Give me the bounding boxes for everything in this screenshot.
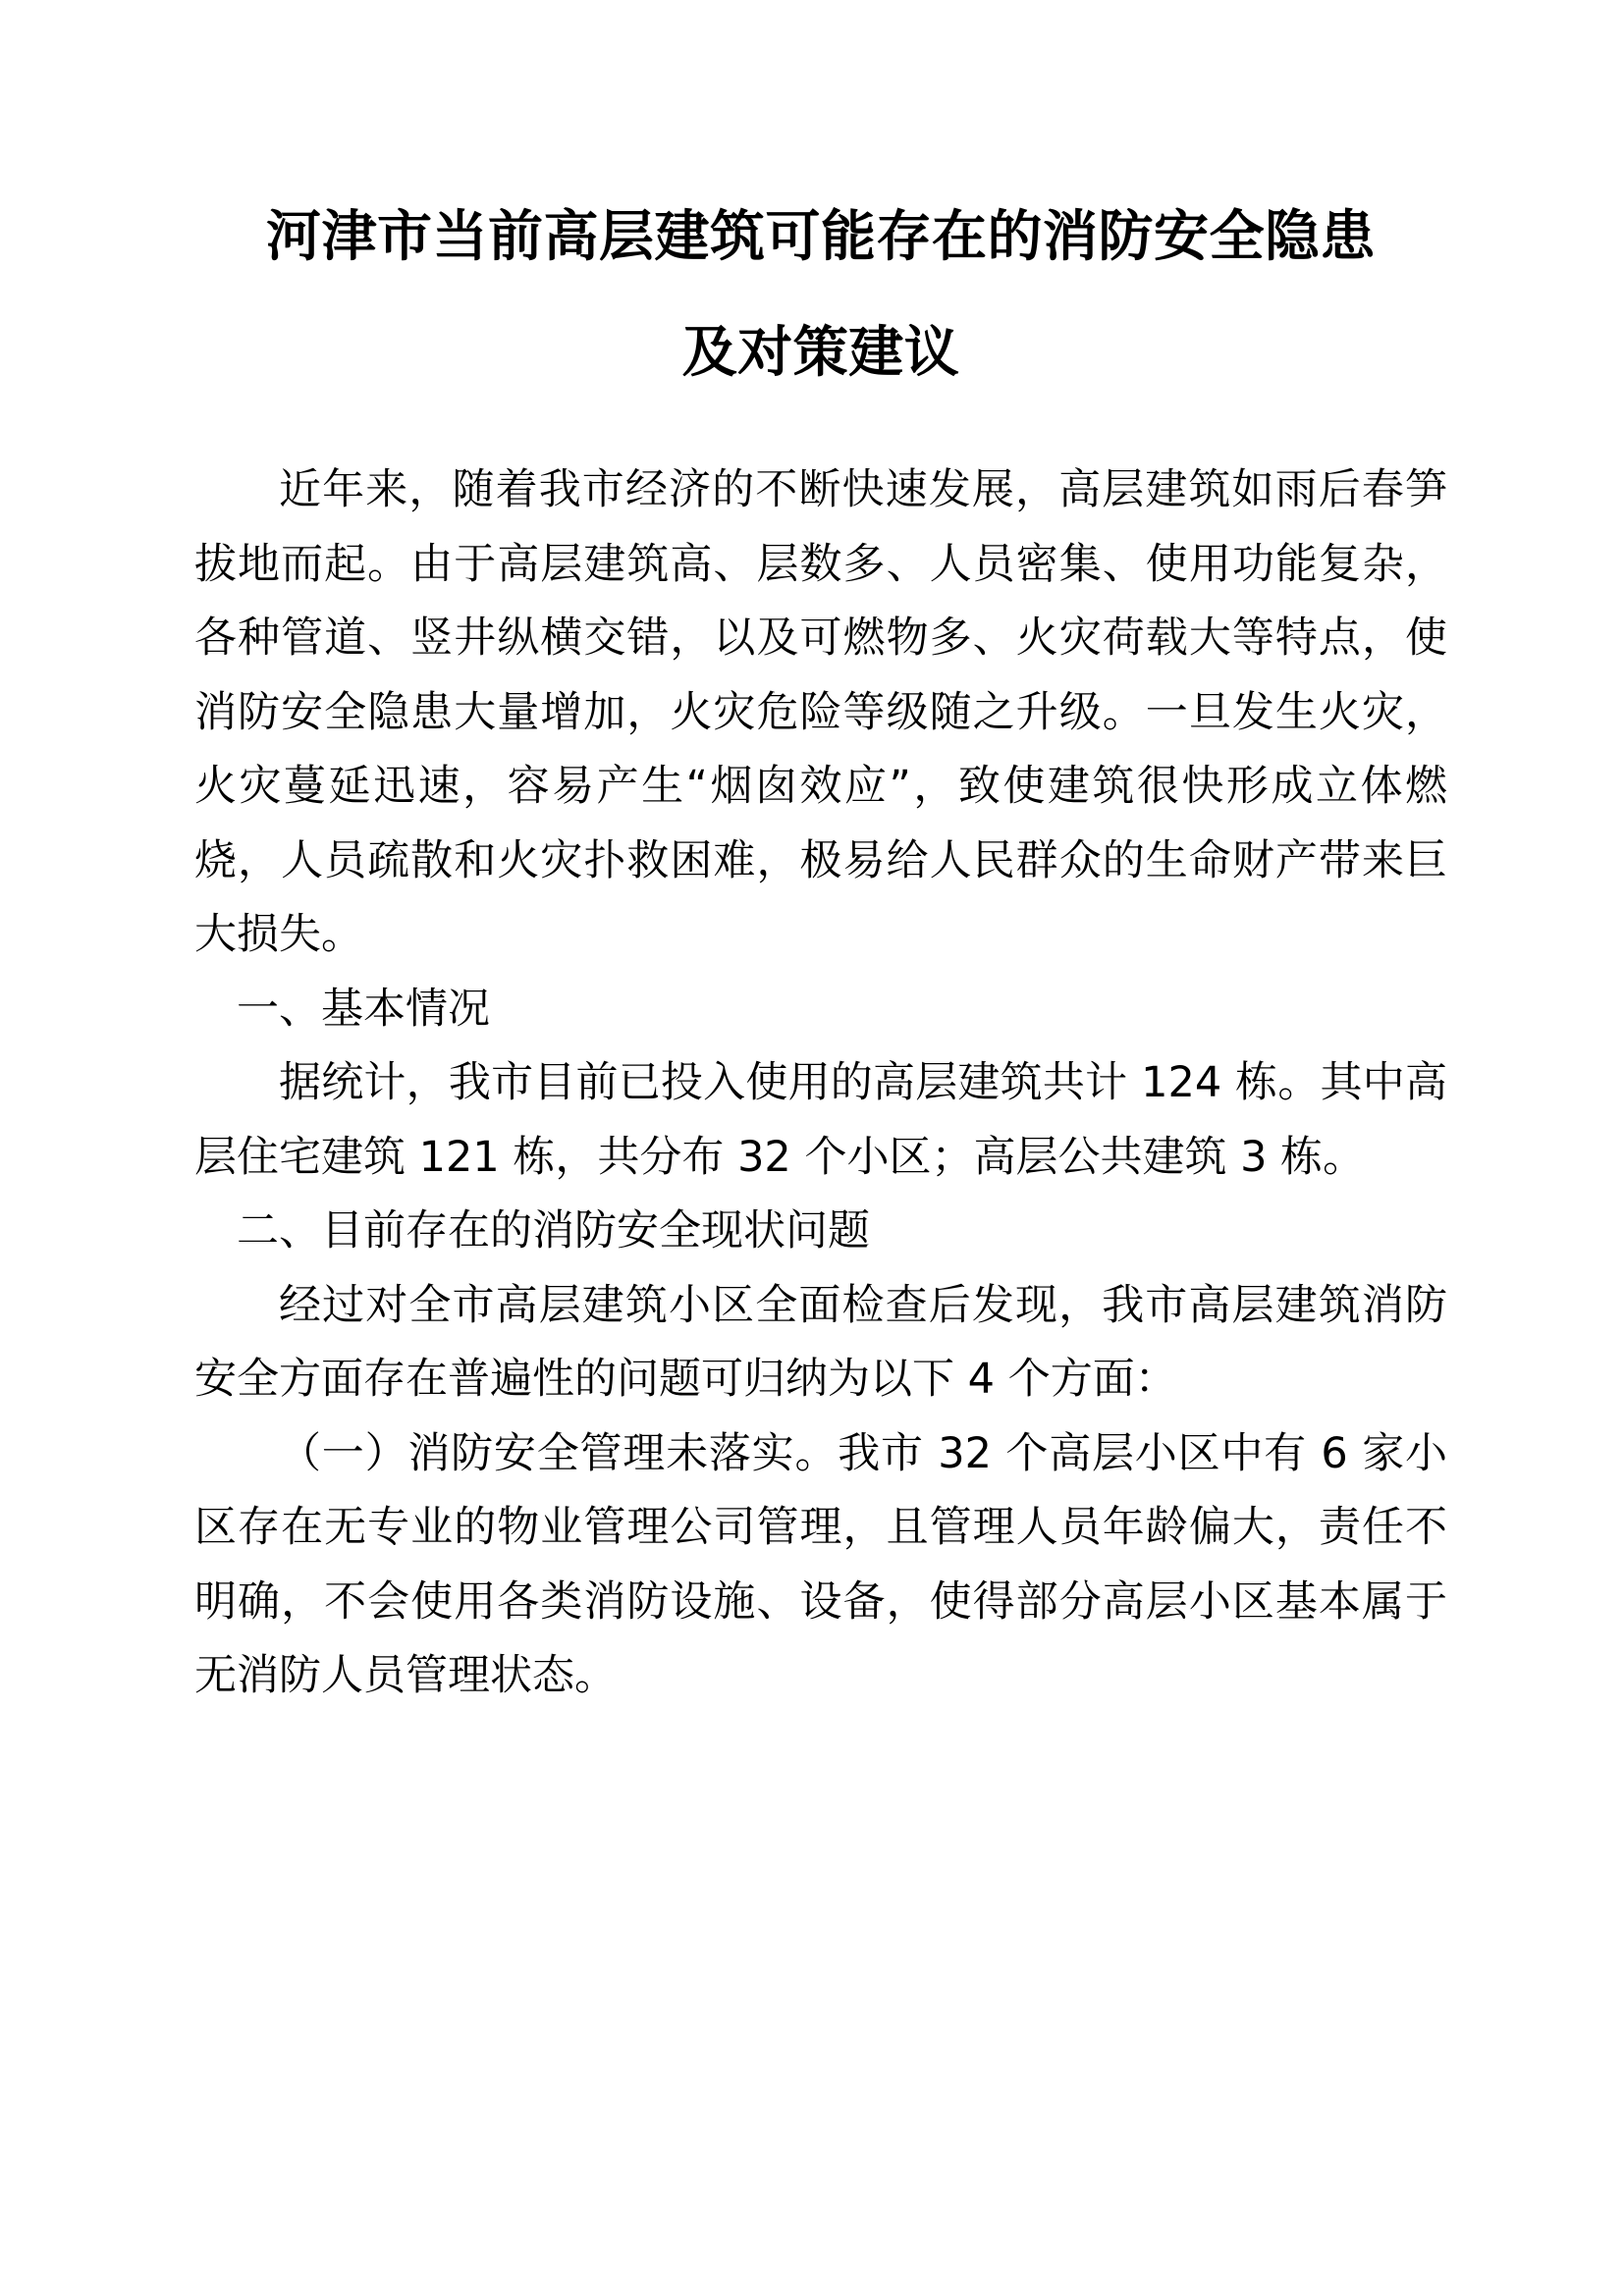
page-title-line-1: 河津市当前高层建筑可能存在的消防安全隐患: [266, 205, 1376, 269]
paragraph-intro: 近年来，随着我市经济的不断快速发展，高层建筑如雨后春笋拔地而起。由于高层建筑高、层数多、人员密集、使用功能复杂，各种管道、竖井纵横交错，以及可燃物多、火灾荷载大等特点，使消防安全隐患大量增加，火灾危险等级随之升级。一旦发生火灾，火灾蔓延迅速，容易产生“烟囱效应”，致使建筑很快形成立体燃烧，人员疏散和火灾扑救困难，极易给人民群众的生命财产带来巨大损失。: [194, 465, 1447, 959]
section-heading-two: 二、目前存在的消防安全现状问题: [237, 1206, 870, 1255]
paragraph-section-one-body: 据统计，我市目前已投入使用的高层建筑共计 124 栋。其中高层住宅建筑 121 栋，共分布 32 个小区；高层公共建筑 3 栋。: [194, 1058, 1447, 1182]
document-content: [194, 0, 1447, 1714]
paragraph-item-one: （一）消防安全管理未落实。我市 32 个高层小区中有 6 家小区存在无专业的物业管理公司管理，且管理人员年龄偏大，责任不明确，不会使用各类消防设施、设备，使得部分高层小区基本属于无消防人员管理状态。: [194, 1428, 1447, 1700]
page-title-line-2: 及对策建议: [681, 321, 960, 385]
document-body: [194, 454, 1447, 1714]
paragraph-section-two-body: 经过对全市高层建筑小区全面检查后发现，我市高层建筑消防安全方面存在普遍性的问题可归纳为以下 4 个方面：: [194, 1280, 1447, 1404]
page-title: [194, 0, 1447, 402]
section-heading-one: 一、基本情况: [237, 984, 490, 1034]
